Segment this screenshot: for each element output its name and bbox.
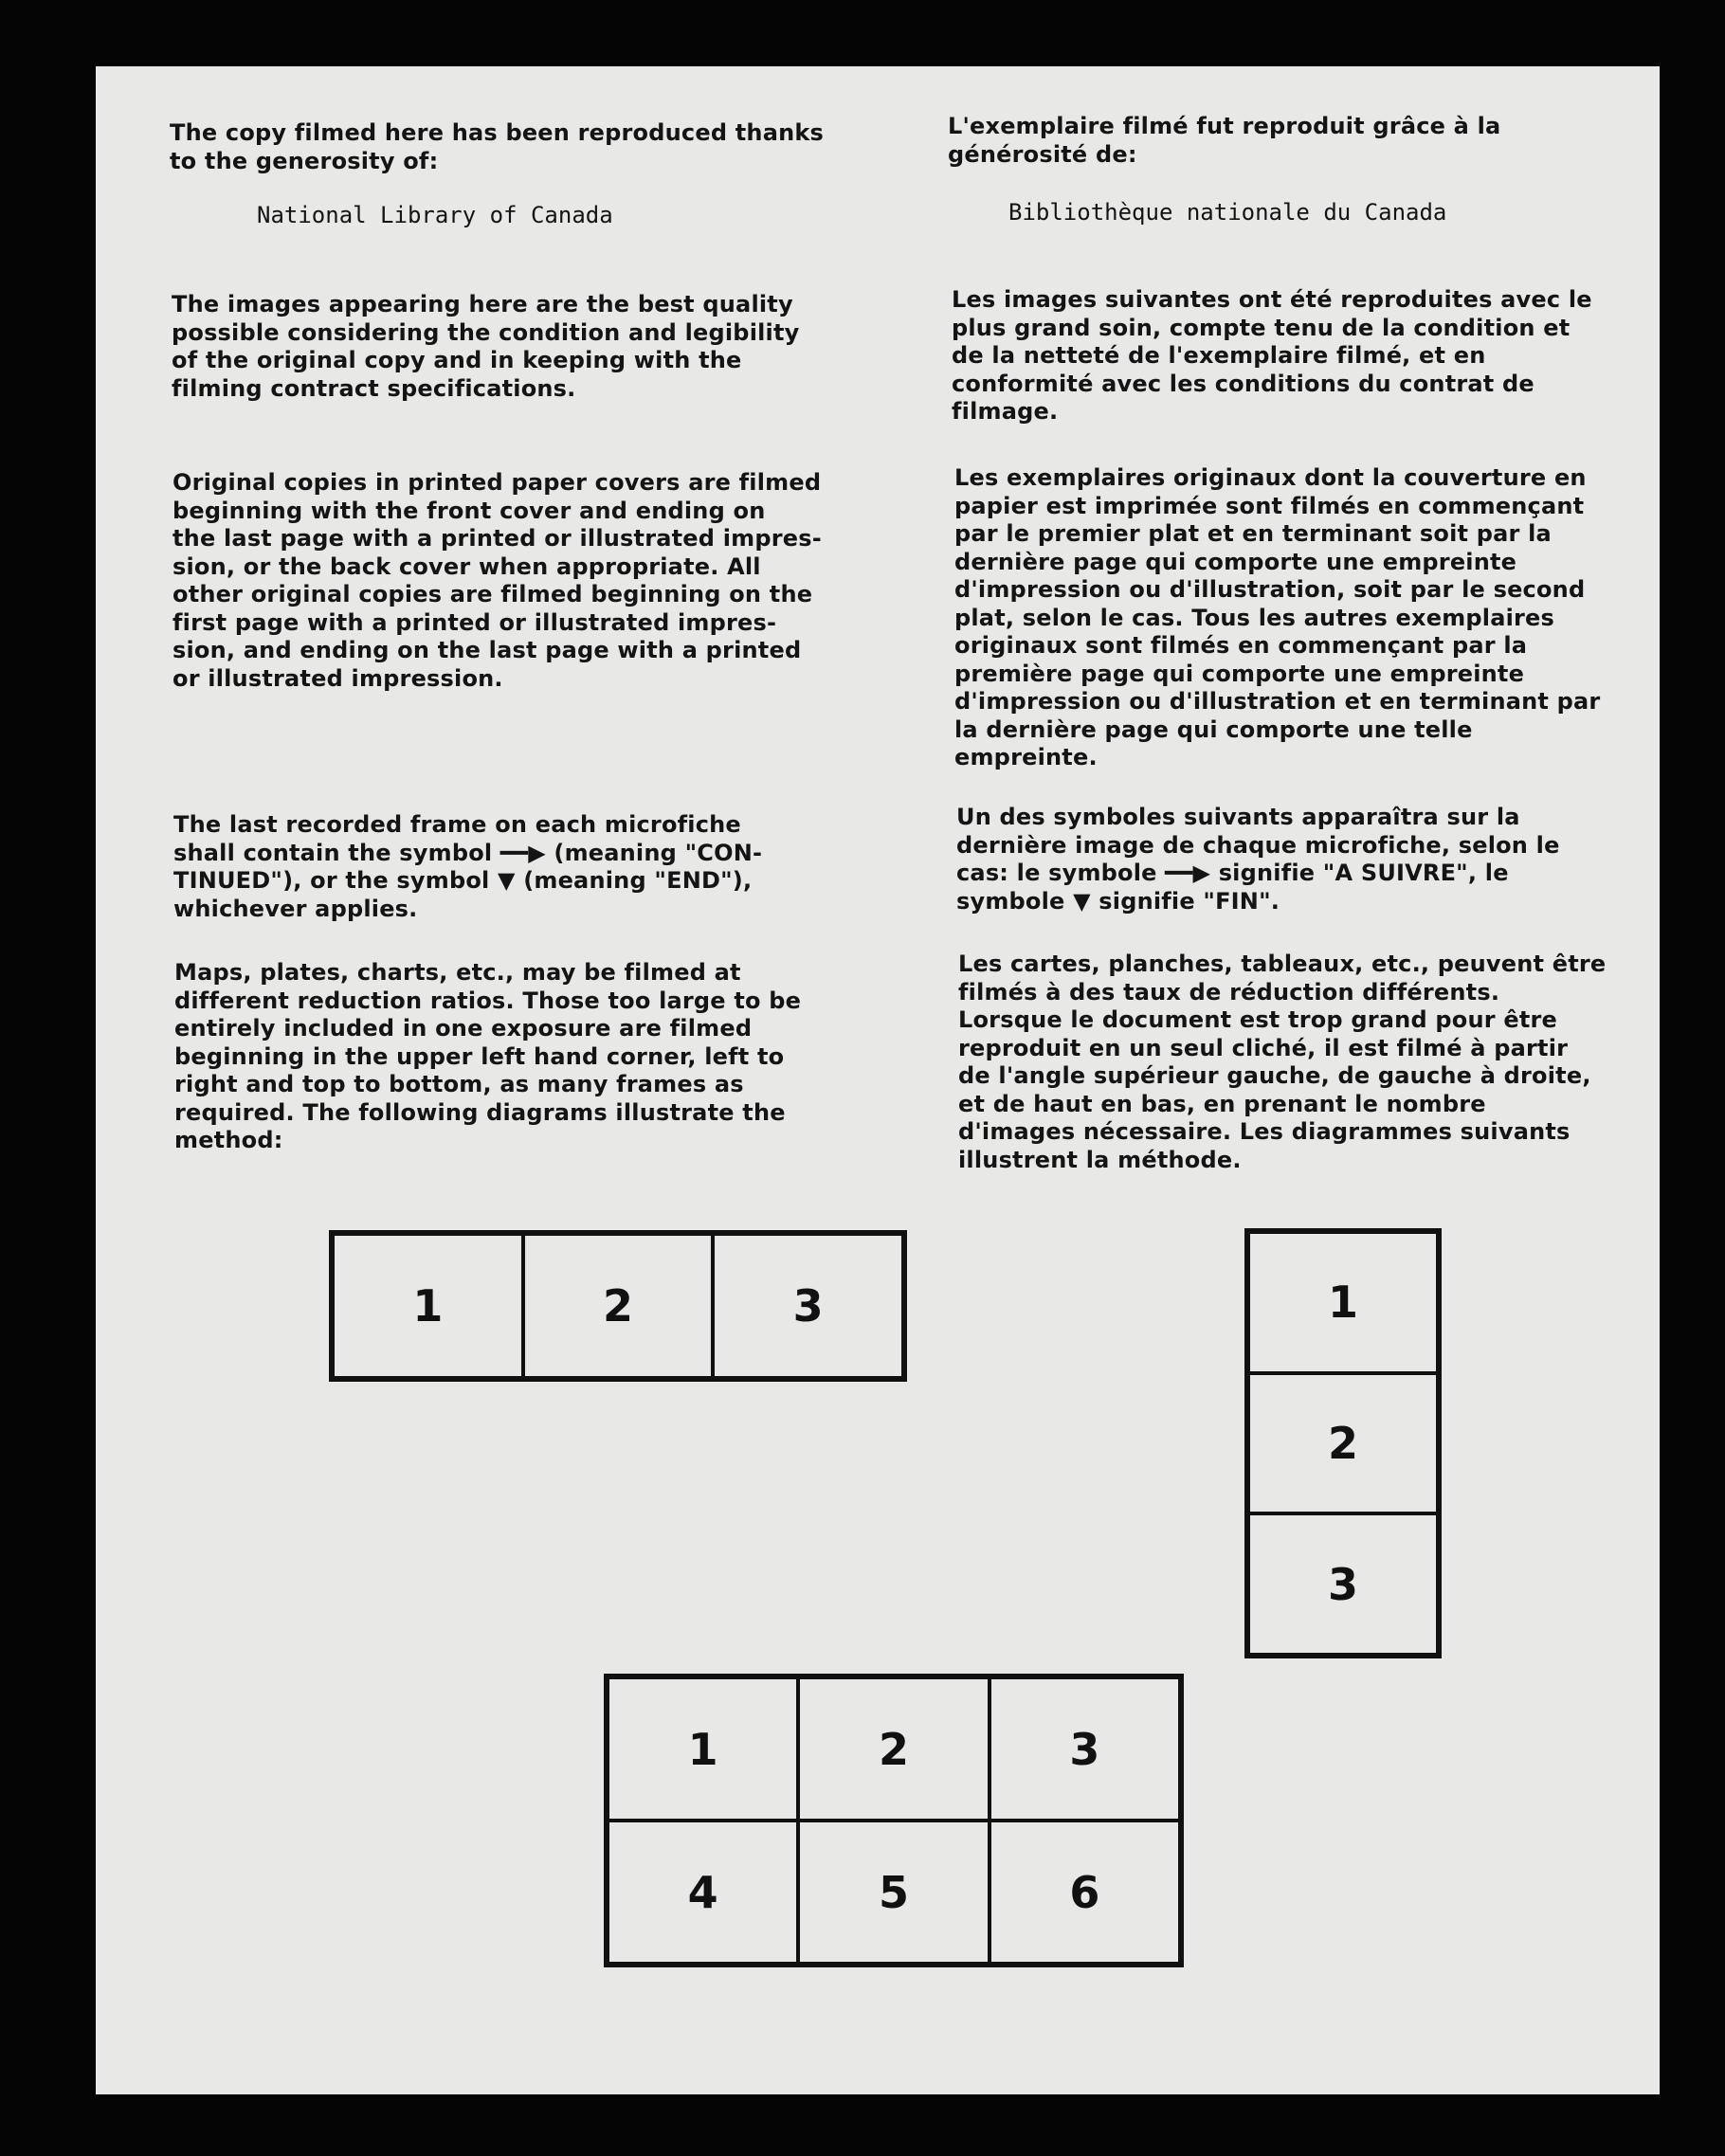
- fr-institution-name: Bibliothèque nationale du Canada: [1008, 199, 1447, 226]
- en-institution-name: National Library of Canada: [257, 202, 613, 228]
- diagram-grid: [604, 1674, 1184, 1967]
- fr-thanks-text: L'exemplaire filmé fut reproduit grâce à la générosité de:: [948, 113, 1501, 168]
- en-symbols-text: The last recorded frame on each microfiche shall contain the symbol ━━▶ (meaning "CON- TINUED"), or the symbol ▼ (meaning "END"), whichever applies.: [173, 811, 763, 922]
- diagram-horizontal: [329, 1230, 907, 1382]
- filmed-page: [96, 66, 1660, 2094]
- frame-cell: 6: [990, 1821, 1180, 1964]
- frame-cell: 1: [1248, 1232, 1438, 1373]
- frame-cell: 4: [608, 1821, 798, 1964]
- en-thanks-text: The copy filmed here has been reproduced thanks to the generosity of:: [170, 119, 825, 174]
- frame-cell: 1: [333, 1234, 523, 1378]
- fr-symbols-text: Un des symboles suivants apparaîtra sur la dernière image de chaque microfiche, selon le cas: le symbole ━━▶ signifie "A SUIVRE", le symbole ▼ signifie "FIN".: [956, 804, 1560, 915]
- frame-cell: 2: [523, 1234, 714, 1378]
- fr-quality-text: Les images suivantes ont été reproduites avec le plus grand soin, compte tenu de la condition et de la netteté de l'exemplaire filmé, et en conformité avec les conditions du contrat de filmage.: [952, 286, 1592, 425]
- frame-cell: 2: [798, 1677, 989, 1821]
- frame-cell: 3: [990, 1677, 1180, 1821]
- fr-maps-text: Les cartes, planches, tableaux, etc., peuvent être filmés à des taux de réduction différents. Lorsque le document est trop grand pour être reproduit en un seul cliché, il est filmé à partir de l'angle supérieur gauche, de gauche à droite, et de haut en bas, en prenant le nombre d'images nécessaire. Les diagrammes suivants illustrent la méthode.: [958, 951, 1607, 1173]
- diagram-vertical: [1244, 1228, 1442, 1658]
- frame-cell: 3: [1248, 1513, 1438, 1655]
- en-maps-text: Maps, plates, charts, etc., may be filmed at different reduction ratios. Those too large to be entirely included in one exposure are filmed beginning in the upper left hand corner, left to right and top to bottom, as many frames as required. The following diagrams illustrate the method:: [174, 959, 802, 1153]
- frame-cell: 5: [798, 1821, 989, 1964]
- fr-originals-text: Les exemplaires originaux dont la couverture en papier est imprimée sont filmés en commençant par le premier plat et en terminant soit par la dernière page qui comporte une empreinte d'impression ou d'illustration, soit par le second plat, selon le cas. Tous les autres exemplaires originaux sont filmés en commençant par la première page qui comporte une empreinte d'impression ou d'illustration et en terminant par la dernière page qui comporte une telle empreinte.: [954, 464, 1601, 770]
- frame-cell: 2: [1248, 1373, 1438, 1514]
- frame-cell: 3: [713, 1234, 903, 1378]
- en-originals-text: Original copies in printed paper covers are filmed beginning with the front cover and ending on the last page with a printed or illustrated impres- sion, or the back cover when appropriate. All other original copies are filmed beginning on the first page with a printed or illustrated impres- sion, and ending on the last page with a printed or illustrated impression.: [172, 469, 822, 692]
- en-quality-text: The images appearing here are the best quality possible considering the condition and legibility of the original copy and in keeping with the filming contract specifications.: [172, 291, 800, 402]
- frame-cell: 1: [608, 1677, 798, 1821]
